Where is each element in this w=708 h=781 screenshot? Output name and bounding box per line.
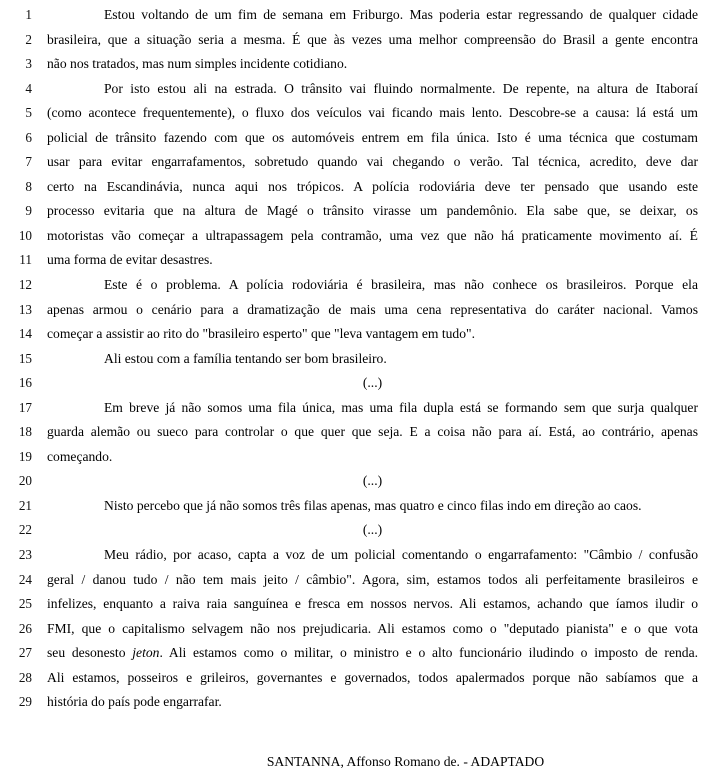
line-number: 10	[18, 227, 32, 243]
line-number: 5	[25, 105, 32, 121]
text-line	[0, 666, 708, 691]
line-content: seu desonesto jeton. Ali estamos como o militar, o ministro e o alto funcionário iludindo o imposto de renda.	[47, 645, 699, 661]
text-line	[0, 641, 708, 666]
line-number: 24	[18, 571, 32, 587]
text-line	[0, 77, 708, 102]
line-number: 15	[18, 350, 32, 366]
line-content: (como acontece frequentemente), o fluxo dos veículos vai ficando mais lento. Descobre-se a causa: lá está um	[47, 105, 698, 121]
text-line	[0, 592, 708, 617]
line-content: brasileira, que a situação seria a mesma. É que às vezes uma melhor compreensão do Brasil a gente encontra	[47, 31, 698, 47]
text-line	[0, 150, 708, 175]
text-line	[0, 543, 708, 568]
line-number: 17	[18, 399, 32, 415]
text-line	[0, 199, 708, 224]
text-line	[0, 175, 708, 200]
line-content: Em breve já não somos uma fila única, mas uma fila dupla está se formando sem que surja qualquer	[104, 399, 698, 415]
line-number: 28	[18, 669, 32, 685]
line-content: policial de trânsito fazendo com que os automóveis entrem em fila única. Isto é uma técnica que costumam	[47, 129, 698, 145]
text-line	[0, 371, 708, 396]
line-content: uma forma de evitar desastres.	[47, 252, 213, 268]
text-line	[0, 568, 708, 593]
line-content: história do país pode engarrafar.	[47, 694, 222, 710]
line-content: guarda alemão ou sueco para controlar o que quer que seja. E a coisa não para aí. Está, ao contrário, apenas	[47, 424, 698, 440]
line-content: processo evitaria que na altura de Magé o trânsito virasse um pandemônio. Ela sabe que, se deixar, os	[47, 203, 698, 219]
line-number: 11	[19, 252, 32, 268]
italic-term: jeton	[132, 645, 160, 661]
line-content: motoristas vão começar a ultrapassagem pela contramão, uma vez que não há praticamente movimento aí. É	[47, 227, 698, 243]
line-content: (...)	[362, 375, 383, 391]
text-line	[0, 298, 708, 323]
line-number: 27	[18, 645, 32, 661]
line-number: 7	[25, 154, 32, 170]
text-line	[0, 273, 708, 298]
line-number: 3	[25, 56, 32, 72]
text-line	[0, 126, 708, 151]
line-content: começando.	[47, 448, 113, 464]
text-line	[0, 28, 708, 53]
line-content: (...)	[362, 522, 383, 538]
text-line	[0, 445, 708, 470]
source-attribution	[47, 752, 698, 772]
line-number: 8	[25, 178, 32, 194]
line-number: 12	[18, 277, 32, 293]
line-number: 16	[18, 375, 32, 391]
line-content: geral / danou tudo / não tem mais jeito / câmbio". Agora, sim, estamos todos ali perfeitamente brasileiros e	[47, 571, 698, 587]
text-line	[0, 3, 708, 28]
line-number: 1	[25, 7, 32, 22]
line-content: começar a assistir ao rito do "brasileiro esperto" que "leva vantagem em tudo".	[47, 326, 475, 342]
text-line	[0, 690, 708, 715]
line-content: infelizes, enquanto a raiva raia sanguínea e fresca em nossos nervos. Ali estamos, achando que íamos iludir o	[47, 596, 698, 612]
line-number: 29	[18, 694, 32, 710]
line-number: 6	[25, 129, 32, 145]
text-line	[0, 101, 708, 126]
line-number: 18	[18, 424, 32, 440]
line-content: Ali estou com a família tentando ser bom brasileiro.	[104, 350, 387, 366]
line-number: 21	[18, 497, 32, 513]
line-content: não nos tratados, mas num simples incidente cotidiano.	[47, 56, 348, 72]
line-content: Este é o problema. A polícia rodoviária é brasileira, mas não conhece os brasileiros. Porque ela	[104, 277, 698, 293]
line-number: 13	[18, 301, 32, 317]
text-line	[0, 420, 708, 445]
text-line	[0, 322, 708, 347]
line-content: apenas armou o cenário para a dramatização de mais uma cena representativa do caráter nacional. Vamos	[47, 301, 698, 317]
line-content: FMI, que o capitalismo selvagem não nos prejudicaria. Ali estamos como o "deputado pianista" e o que vota	[47, 620, 698, 636]
line-content: (...)	[362, 473, 383, 489]
text-line	[0, 224, 708, 249]
attribution-text: SANTANNA, Affonso Romano de. - ADAPTADO	[266, 754, 545, 769]
line-number: 19	[18, 448, 32, 464]
line-content: certo na Escandinávia, nunca aqui nos trópicos. A polícia rodoviária deve ter pensado que usando este	[47, 178, 698, 194]
line-content: Meu rádio, por acaso, capta a voz de um policial comentando o engarrafamento: "Câmbio / confusão	[104, 547, 698, 563]
line-content: Por isto estou ali na estrada. O trânsito vai fluindo normalmente. De repente, na altura de Itaboraí	[104, 80, 698, 96]
line-content: Ali estamos, posseiros e grileiros, governantes e governados, todos apalermados porque não sabíamos que a	[47, 669, 698, 685]
line-number: 26	[18, 620, 32, 636]
text-line	[0, 617, 708, 642]
line-number: 25	[18, 596, 32, 612]
text-line	[0, 469, 708, 494]
text-line	[0, 52, 708, 77]
line-content: Estou voltando de um fim de semana em Friburgo. Mas poderia estar regressando de qualquer cidade	[104, 7, 698, 22]
line-number: 22	[18, 522, 32, 538]
numbered-text-block	[0, 3, 708, 715]
text-line	[0, 248, 708, 273]
line-number: 9	[25, 203, 32, 219]
line-number: 4	[25, 80, 32, 96]
text-line	[0, 518, 708, 543]
line-content: Nisto percebo que já não somos três filas apenas, mas quatro e cinco filas indo em direção ao caos.	[104, 497, 642, 513]
line-number: 2	[25, 31, 32, 47]
text-line	[0, 396, 708, 421]
line-content: usar para evitar engarrafamentos, sobretudo quando vai chegando o verão. Tal técnica, acredito, deve dar	[47, 154, 698, 170]
text-line	[0, 494, 708, 519]
line-number: 14	[18, 326, 32, 342]
line-number: 20	[18, 473, 32, 489]
line-number: 23	[18, 547, 32, 563]
text-line	[0, 347, 708, 372]
